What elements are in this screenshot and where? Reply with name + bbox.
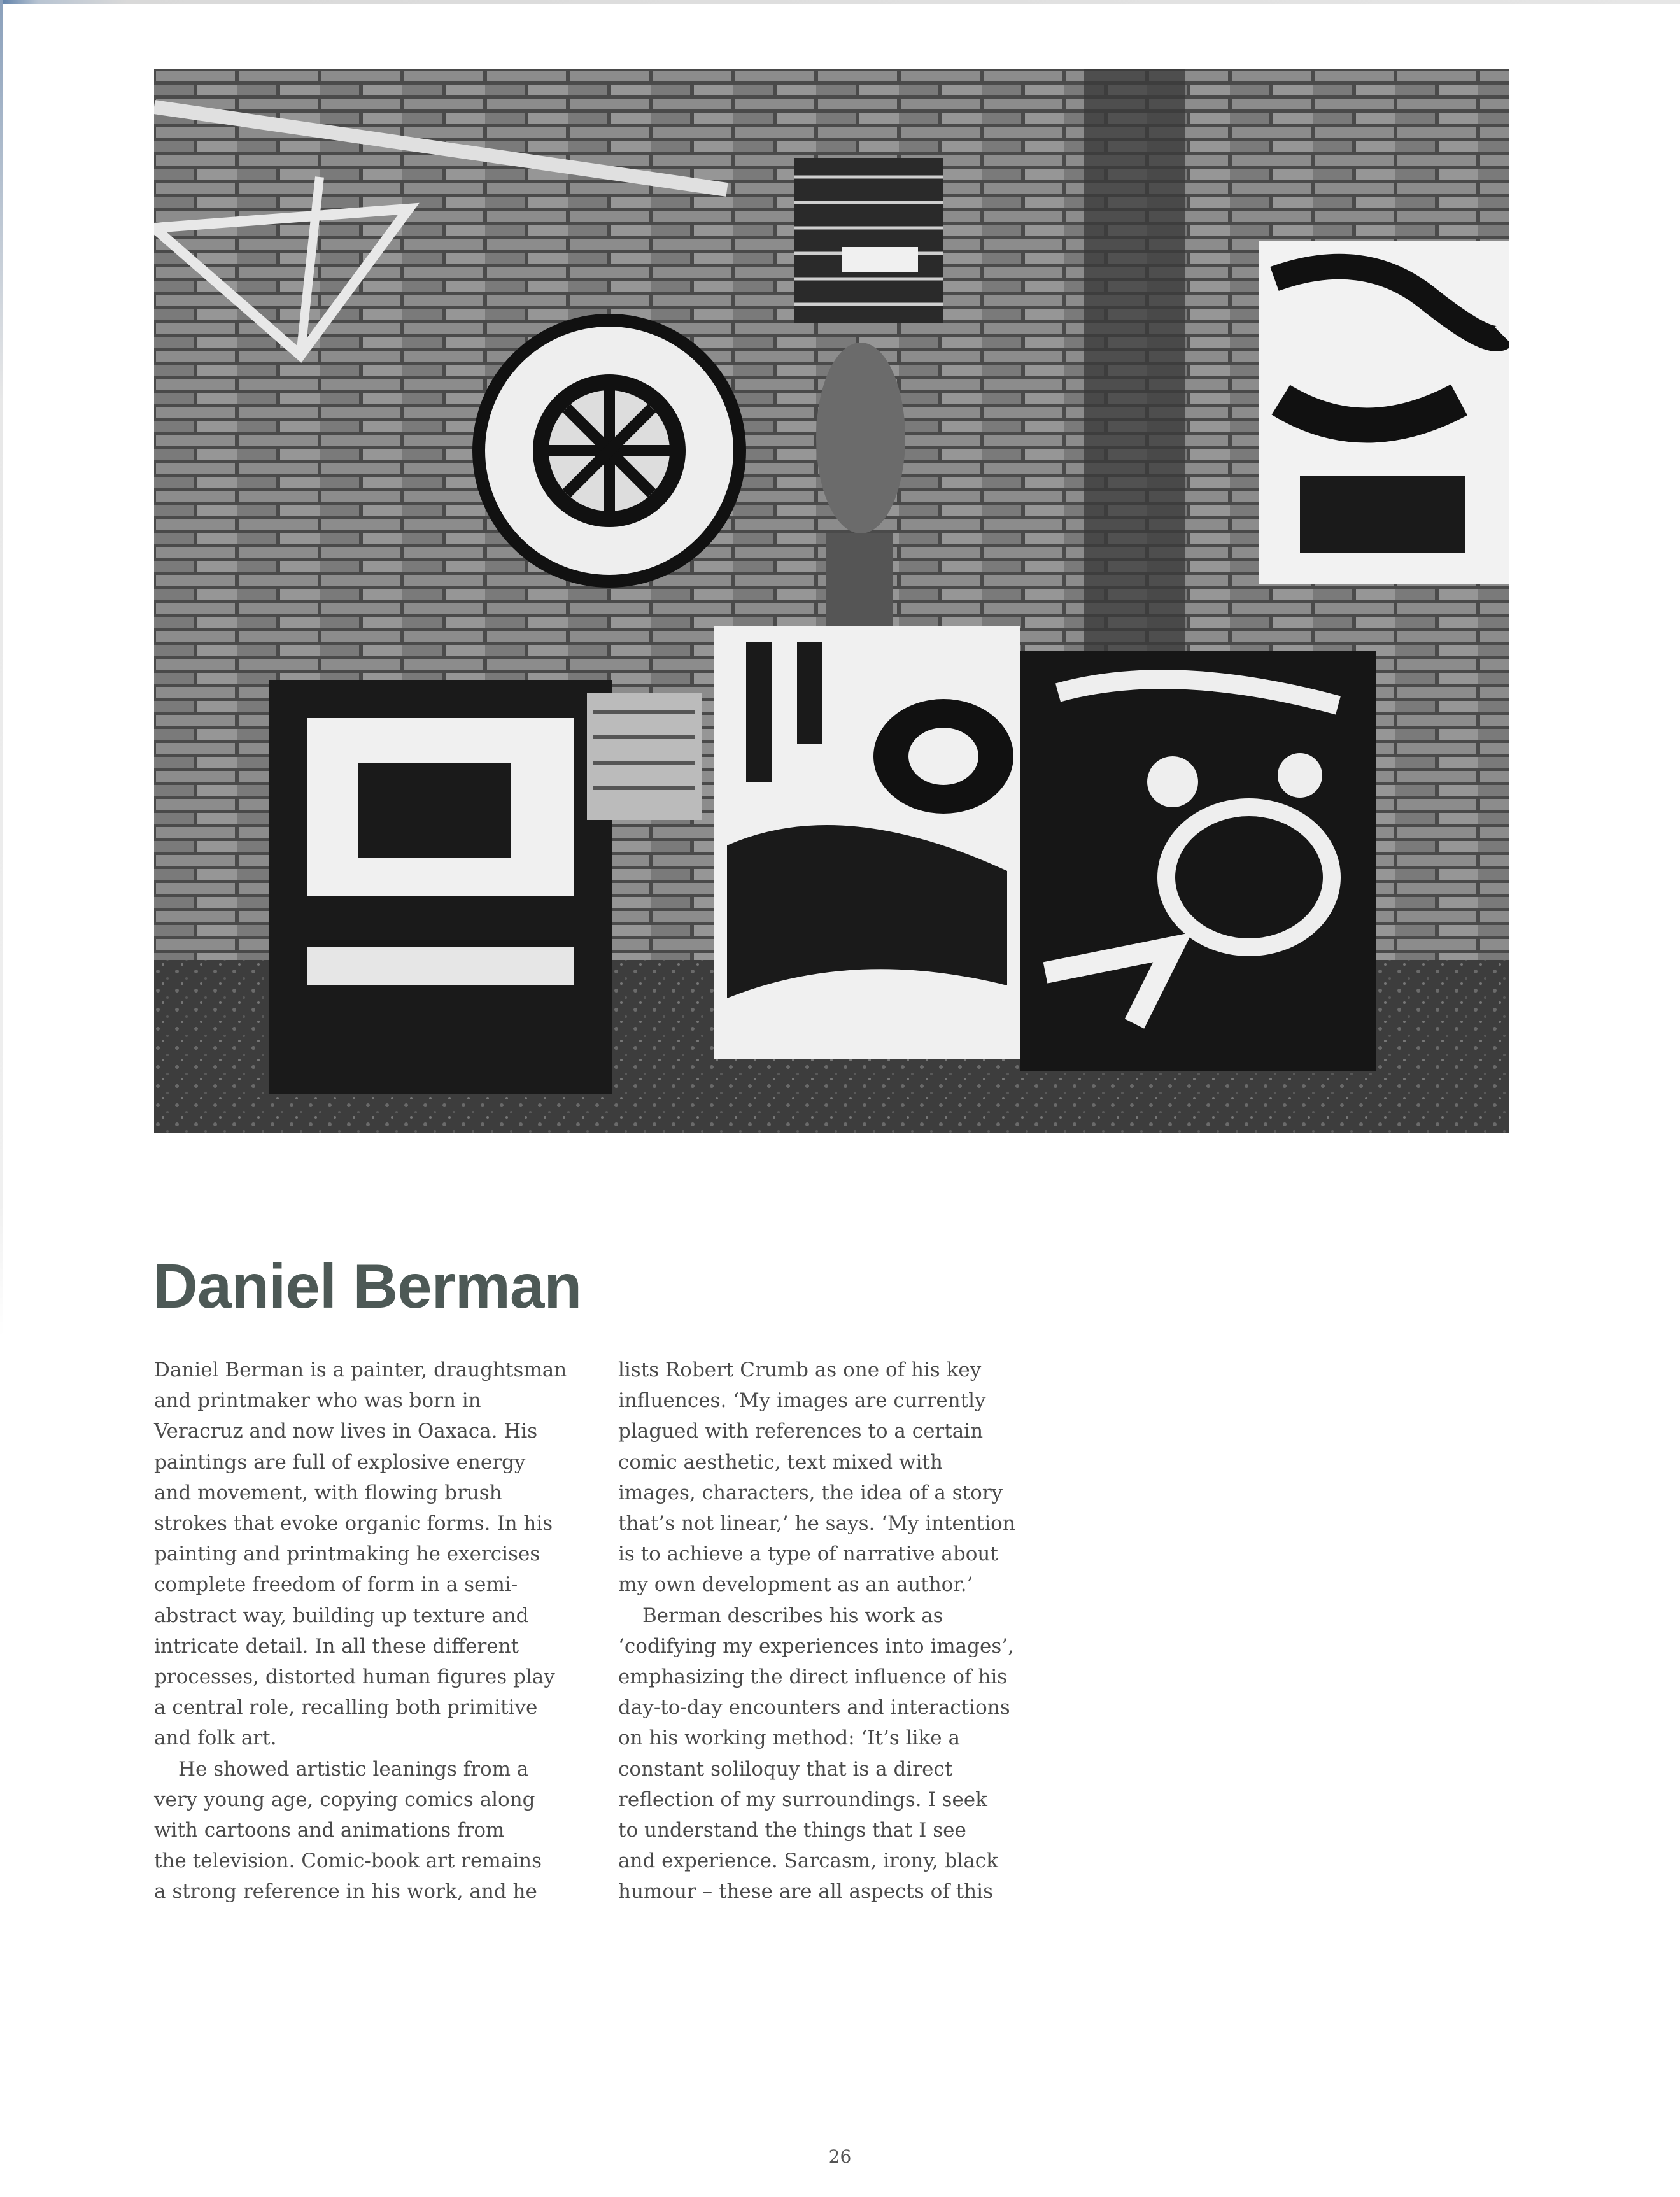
page-left-edge — [0, 0, 3, 1337]
paragraph: Daniel Berman is a painter, draughtsman and printmaker who was born in Veracruz and now lives in Oaxaca. His paintings are full of explosive energy and movement, with flowing brush strokes that evoke organic forms. In his painting and printmaking he exercises complete freedom of form in a semi- abstract way, building up texture and intricate detail. In all these different processes, distorted human figures play a central role, recalling both primitive and folk art. — [154, 1359, 567, 1750]
article-column-right — [618, 1355, 1064, 1907]
page-top-edge — [0, 0, 1680, 4]
artist-photo — [154, 69, 1509, 1133]
paragraph: He showed artistic leanings from a very young age, copying comics along with cartoons and animations from the television. Comic-book art remains a strong reference in his work, and he — [154, 1757, 542, 1904]
article-column-left — [154, 1355, 600, 1907]
page-number: 26 — [828, 2146, 852, 2167]
article-title: Daniel Berman — [153, 1251, 582, 1321]
artist-photo-graphic — [154, 69, 1509, 1133]
paragraph: lists Robert Crumb as one of his key influences. ‘My images are currently plagued with references to a certain comic aesthetic, text mixed with images, characters, the idea of a story that’s not linear,’ he says. ‘My intention is to achieve a type of narrative about my own development as an author.’ — [618, 1359, 1015, 1597]
paragraph: Berman describes his work as ‘codifying my experiences into images’, emphasizing the direct influence of his day-to-day encounters and interactions on his working method: ‘It’s like a constant soliloquy that is a direct reflection of my surroundings. I seek to understand the things that I see and experience. Sarcasm, irony, black humour – these are all aspects of this — [618, 1604, 1014, 1904]
